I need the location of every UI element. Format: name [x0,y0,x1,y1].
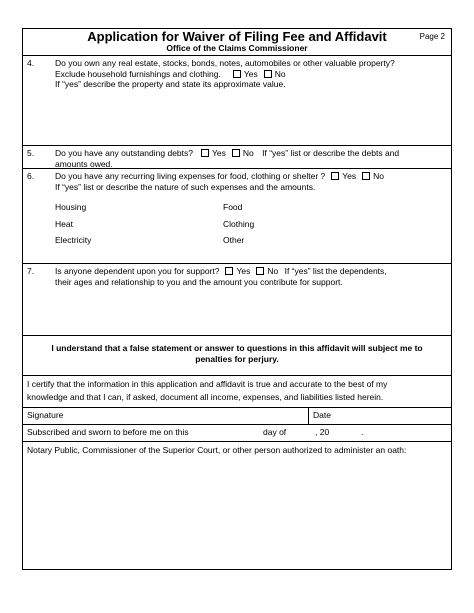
expense-electricity: Electricity [55,235,92,245]
sworn-row [23,424,451,441]
yes-checkbox[interactable] [225,267,233,275]
page-number: Page 2 [419,32,445,41]
no-checkbox[interactable] [232,149,240,157]
question-number: 5. [27,148,35,158]
yes-label: Yes [236,266,251,276]
date-label: Date [313,410,331,420]
sworn-text: Subscribed and sworn to before me on this [27,427,189,437]
yes-label: Yes [212,148,226,158]
question-7-text [55,266,445,287]
yes-checkbox[interactable] [331,172,339,180]
question-6-line2: If “yes” list or describe the nature of such expenses and the amounts. [55,181,316,192]
question-number: 6. [27,171,35,181]
question-6-line1-text: Do you have any recurring living expenses for food, clothing or shelter ? [55,171,326,181]
question-6 [23,168,451,263]
question-5-line2: amounts owed. [55,158,113,169]
expense-clothing: Clothing [223,219,255,229]
form-page [22,28,452,570]
question-7 [23,263,451,335]
question-6-text [55,171,445,192]
perjury-notice: I understand that a false statement or answer to questions in this affidavit will subject me to penalties for perjury. [51,343,423,364]
certification-row [23,375,451,407]
question-4-line1: Do you own any real estate, stocks, bonds, notes, automobiles or other valuable property? [55,58,395,68]
yes-checkbox[interactable] [233,70,241,78]
question-4-text [55,58,445,90]
certification-text [27,378,447,404]
signature-row [23,407,451,424]
expense-food: Food [223,202,243,212]
question-7-line2: their ages and relationship to you and the amount you contribute for support. [55,276,343,287]
signature-date-divider [308,408,309,424]
yes-label: Yes [243,68,258,79]
question-7-line1 [55,266,445,277]
yes-label: Yes [342,171,357,181]
question-5-line1-text: Do you have any outstanding debts? [55,148,193,158]
form-subtitle: Office of the Claims Commissioner [166,43,308,53]
no-checkbox[interactable] [362,172,370,180]
question-5-line1 [55,148,445,159]
question-4-line3: If “yes” describe the property and state its approximate value. [55,79,286,89]
no-label: No [267,266,279,276]
expense-other: Other [223,235,245,245]
question-4 [23,55,451,145]
no-label: No [373,171,385,181]
yes-checkbox[interactable] [201,149,209,157]
sworn-year: , 20 [315,427,330,437]
form-header [23,29,451,55]
notary-row [23,441,451,569]
question-5 [23,145,451,168]
question-5-line1-tail: If “yes” list or describe the debts and [262,148,400,158]
certification-line1: I certify that the information in this application and affidavit is true and accurate to the best of my [27,379,388,389]
question-number: 4. [27,58,35,68]
question-4-line2-text: Exclude household furnishings and clothing. [55,68,221,79]
signature-label: Signature [27,410,64,420]
sworn-period: . [361,427,364,437]
perjury-notice-row [23,335,451,375]
form-title: Application for Waiver of Filing Fee and Affidavit [87,29,387,44]
sworn-day-of: day of [263,427,287,437]
question-7-line1-text: Is anyone dependent upon you for support? [55,266,220,276]
question-4-line2 [55,69,445,80]
no-checkbox[interactable] [256,267,264,275]
expense-heat: Heat [55,219,73,229]
no-label: No [242,148,254,158]
no-label: No [274,68,286,79]
question-6-line1 [55,171,445,182]
question-number: 7. [27,266,35,276]
question-5-text [55,148,445,169]
expense-housing: Housing [55,202,87,212]
notary-text: Notary Public, Commissioner of the Superior Court, or other person authorized to administer an oath: [27,445,407,455]
certification-line2: knowledge and that I can, if asked, document all income, expenses, and liabilities listed herein. [27,392,384,402]
no-checkbox[interactable] [264,70,272,78]
question-7-line1-tail: If “yes” list the dependents, [284,266,387,276]
